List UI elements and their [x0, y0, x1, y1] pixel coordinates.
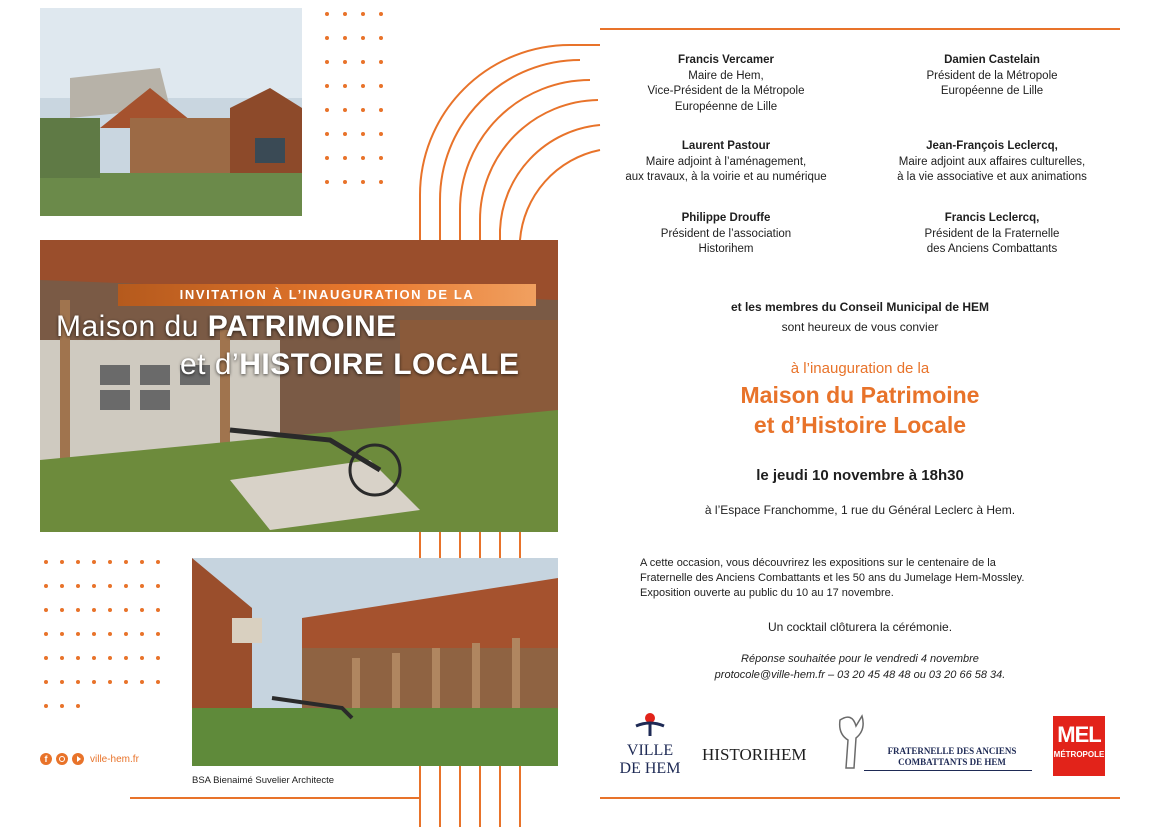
exhibit-line2: Fraternelle des Anciens Combattants et les 50 ans du Jumelage Hem-Mossley.: [640, 572, 1025, 584]
ville-line1: VILLE: [626, 742, 674, 759]
convier-line: sont heureux de vous convier: [781, 320, 939, 334]
youtube-icon[interactable]: [72, 753, 84, 765]
mel-big-text: MEL: [1057, 722, 1101, 747]
social-icons: [40, 753, 84, 767]
signatory-f-leclercq: Francis Leclercq, Président de la Fraternelle des Anciens Combattants: [924, 212, 1060, 255]
fraternelle-line1: FRATERNELLE DES ANCIENS: [887, 746, 1017, 756]
mel-logo: [1053, 716, 1105, 776]
facebook-icon[interactable]: f: [40, 753, 52, 765]
signatory-vercamer: Francis Vercamer Maire de Hem, Vice-Président de la Métropole Européenne de Lille: [647, 54, 805, 113]
rsvp-phone: – 03 20 45 48 48 ou 03 20 66 58 34.: [824, 669, 1006, 681]
members-line: et les membres du Conseil Municipal de HEM: [730, 300, 990, 314]
winged-victory-icon: [832, 712, 872, 770]
signatory-pastour: Laurent Pastour Maire adjoint à l’aménagement, aux travaux, à la voirie et au numérique: [625, 140, 827, 183]
exhibit-line3: Exposition ouverte au public du 10 au 17 novembre.: [640, 587, 894, 599]
website-link[interactable]: ville-hem.fr: [90, 754, 139, 765]
ville-emblem-icon: [630, 712, 670, 738]
exhibit-paragraph: [640, 556, 1080, 601]
ville-line2: DE HEM: [619, 760, 681, 777]
banner-title-line1: Maison du PATRIMOINE: [56, 310, 397, 343]
courtyard-perspective-photo: [192, 558, 558, 766]
architect-credit: BSA Bienaimé Suvelier Architecte: [192, 775, 335, 786]
cocktail-line: Un cocktail clôturera la cérémonie.: [767, 620, 953, 634]
dot-grid-top: [325, 12, 405, 212]
banner-label: INVITATION À L’INAUGURATION DE LA: [179, 287, 475, 302]
dot-grid-bottom: [44, 560, 174, 740]
building-exterior-photo: [40, 8, 302, 216]
fraternelle-line2: COMBATTANTS DE HEM: [898, 757, 1006, 767]
event-address: à l’Espace Franchomme, 1 rue du Général Leclerc à Hem.: [704, 503, 1016, 517]
instagram-icon[interactable]: [56, 753, 68, 765]
inauguration-intro: à l’inauguration de la: [790, 360, 930, 377]
event-date: le jeudi 10 novembre à 18h30: [756, 467, 964, 484]
historihem-logo: HISTORIHEM: [702, 745, 807, 764]
venue-title-line1: Maison du Patrimoine: [740, 382, 980, 408]
banner-title-line2: et d’HISTOIRE LOCALE: [180, 348, 520, 381]
venue-title-line2: et d’Histoire Locale: [753, 412, 967, 438]
rsvp-email[interactable]: protocole@ville-hem.fr: [714, 669, 825, 681]
rsvp-contact: [600, 669, 1120, 681]
rsvp-line1: Réponse souhaitée pour le vendredi 4 novembre: [741, 653, 979, 665]
signatory-jf-leclercq: Jean-François Leclercq, Maire adjoint aux affaires culturelles, à la vie associative et aux animations: [897, 140, 1087, 183]
ville-de-hem-logo: [612, 712, 688, 782]
fraternelle-logo: [832, 712, 1032, 774]
mel-small-text: MÉTROPOLE: [1053, 750, 1105, 759]
exhibit-line1: A cette occasion, vous découvrirez les expositions sur le centenaire de la: [640, 557, 996, 569]
fraternelle-underline: [864, 770, 1032, 771]
signatory-drouffe: Philippe Drouffe Président de l’association Historihem: [660, 212, 792, 255]
signatory-castelain: Damien Castelain Président de la Métropole Européenne de Lille: [926, 54, 1058, 97]
